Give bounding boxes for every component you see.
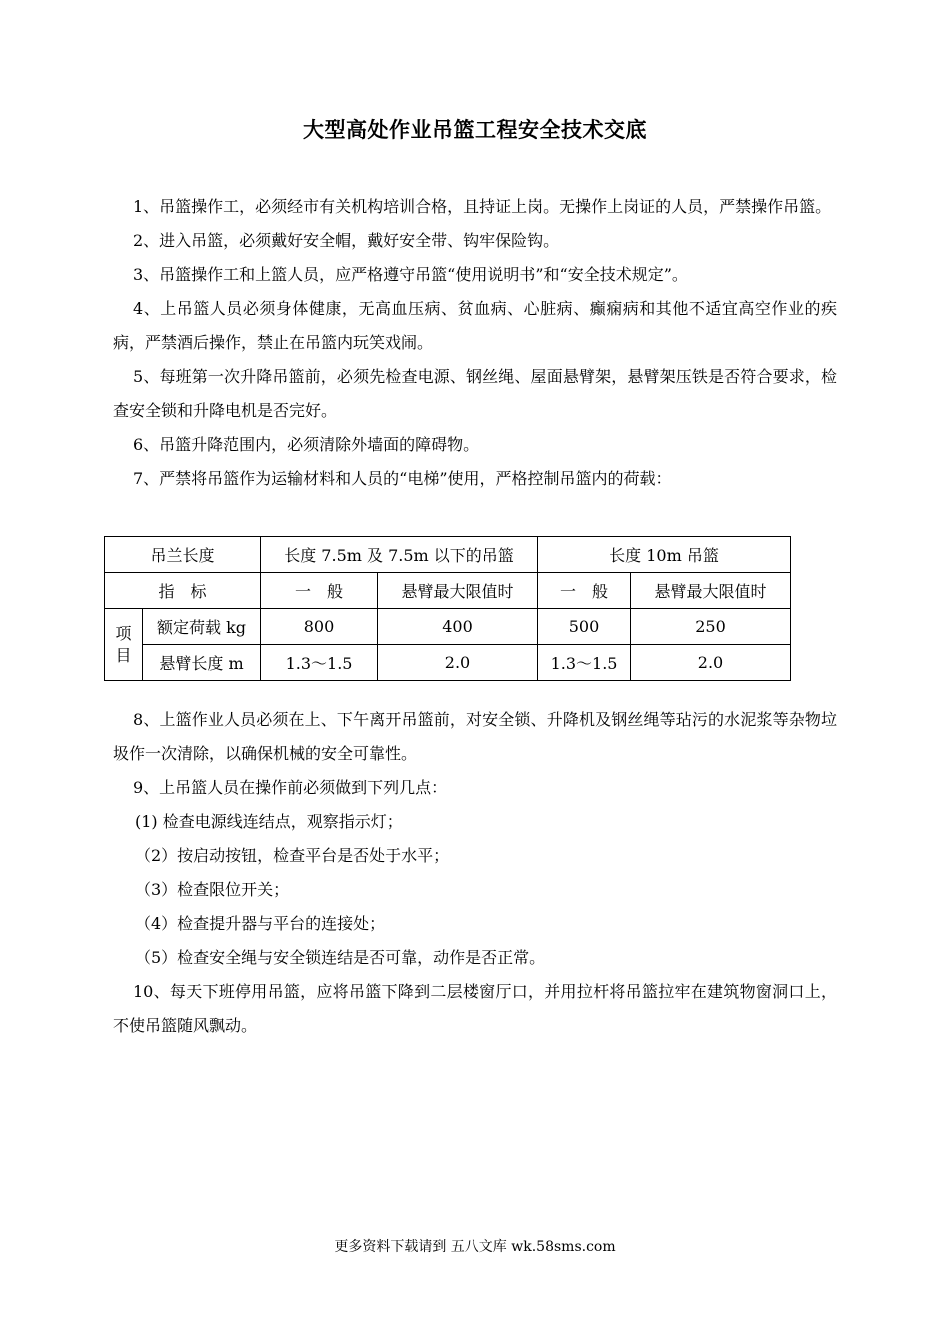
sub-item: （5）检查安全绳与安全锁连结是否可靠，动作是否正常。 xyxy=(135,948,546,967)
table-header-cell: 悬臂最大限值时 xyxy=(378,573,538,609)
table-row xyxy=(105,537,791,573)
table-header-cell: 一 般 xyxy=(261,573,378,609)
table-header-cell: 吊兰长度 xyxy=(105,537,261,573)
document-title: 大型高处作业吊篮工程安全技术交底 xyxy=(303,117,647,142)
rule-paragraph: 1、吊篮操作工，必须经市有关机构培训合格，且持证上岗。无操作上岗证的人员，严禁操作吊篮。 xyxy=(133,197,832,216)
table-row-label: 额定荷载 kg xyxy=(143,609,261,645)
rule-paragraph: 9、上吊篮人员在操作前必须做到下列几点： xyxy=(133,778,448,797)
table-header-cell: 长度 10m 吊篮 xyxy=(538,537,791,573)
rule-paragraph: 8、上篮作业人员必须在上、下午离开吊篮前，对安全锁、升降机及钢丝绳等玷污的水泥浆等杂物垃圾作一次清除，以确保机械的安全可靠性。 xyxy=(113,710,837,763)
table-row xyxy=(105,573,791,609)
sub-item: （2）按启动按钮，检查平台是否处于水平； xyxy=(135,846,450,865)
table-cell: 2.0 xyxy=(631,645,791,681)
table-header-cell: 悬臂最大限值时 xyxy=(631,573,791,609)
rule-paragraph: 2、进入吊篮，必须戴好安全帽，戴好安全带、钩牢保险钩。 xyxy=(133,231,560,250)
rule-paragraph: 6、吊篮升降范围内，必须清除外墙面的障碍物。 xyxy=(133,435,480,454)
table-header-cell: 一 般 xyxy=(538,573,631,609)
rule-paragraph: 10、每天下班停用吊篮，应将吊篮下降到二层楼窗厅口，并用拉杆将吊篮拉牢在建筑物窗洞口上，不使吊篮随风飘动。 xyxy=(113,982,837,1035)
rule-paragraph: 5、每班第一次升降吊篮前，必须先检查电源、钢丝绳、屋面悬臂架，悬臂架压铁是否符合要求，检查安全锁和升降电机是否完好。 xyxy=(113,367,837,420)
table-cell: 500 xyxy=(538,609,631,645)
rule-paragraph: 3、吊篮操作工和上篮人员，应严格遵守吊篮“使用说明书”和“安全技术规定”。 xyxy=(133,265,688,284)
table-row xyxy=(105,609,791,645)
item-label: 项目 xyxy=(115,623,132,665)
table-cell: 250 xyxy=(631,609,791,645)
table-cell: 1.3～1.5 xyxy=(538,645,631,681)
rules-section-2 xyxy=(113,703,837,1043)
rule-paragraph: 4、上吊篮人员必须身体健康，无高血压病、贫血病、心脏病、癫痫病和其他不适宜高空作业的疾病，严禁酒后操作，禁止在吊篮内玩笑戏闹。 xyxy=(113,299,837,352)
table-row xyxy=(105,645,791,681)
table-cell: 800 xyxy=(261,609,378,645)
load-spec-table xyxy=(104,536,791,681)
sub-item: (1) 检查电源线连结点，观察指示灯； xyxy=(135,812,403,831)
table-row-label: 悬臂长度 m xyxy=(143,645,261,681)
rule-paragraph: 7、严禁将吊篮作为运输材料和人员的“电梯”使用，严格控制吊篮内的荷载： xyxy=(133,469,672,488)
table-cell: 400 xyxy=(378,609,538,645)
sub-item: （4）检查提升器与平台的连接处； xyxy=(135,914,386,933)
table-cell: 2.0 xyxy=(378,645,538,681)
table-header-cell: 长度 7.5m 及 7.5m 以下的吊篮 xyxy=(261,537,538,573)
footer-text: 更多资料下载请到 五八文库 wk.58sms.com xyxy=(334,1239,616,1255)
sub-item: （3）检查限位开关； xyxy=(135,880,290,899)
table-header-cell: 指 标 xyxy=(105,573,261,609)
table-cell: 1.3～1.5 xyxy=(261,645,378,681)
rules-section-1 xyxy=(113,190,837,496)
table-item-cell xyxy=(105,609,143,681)
